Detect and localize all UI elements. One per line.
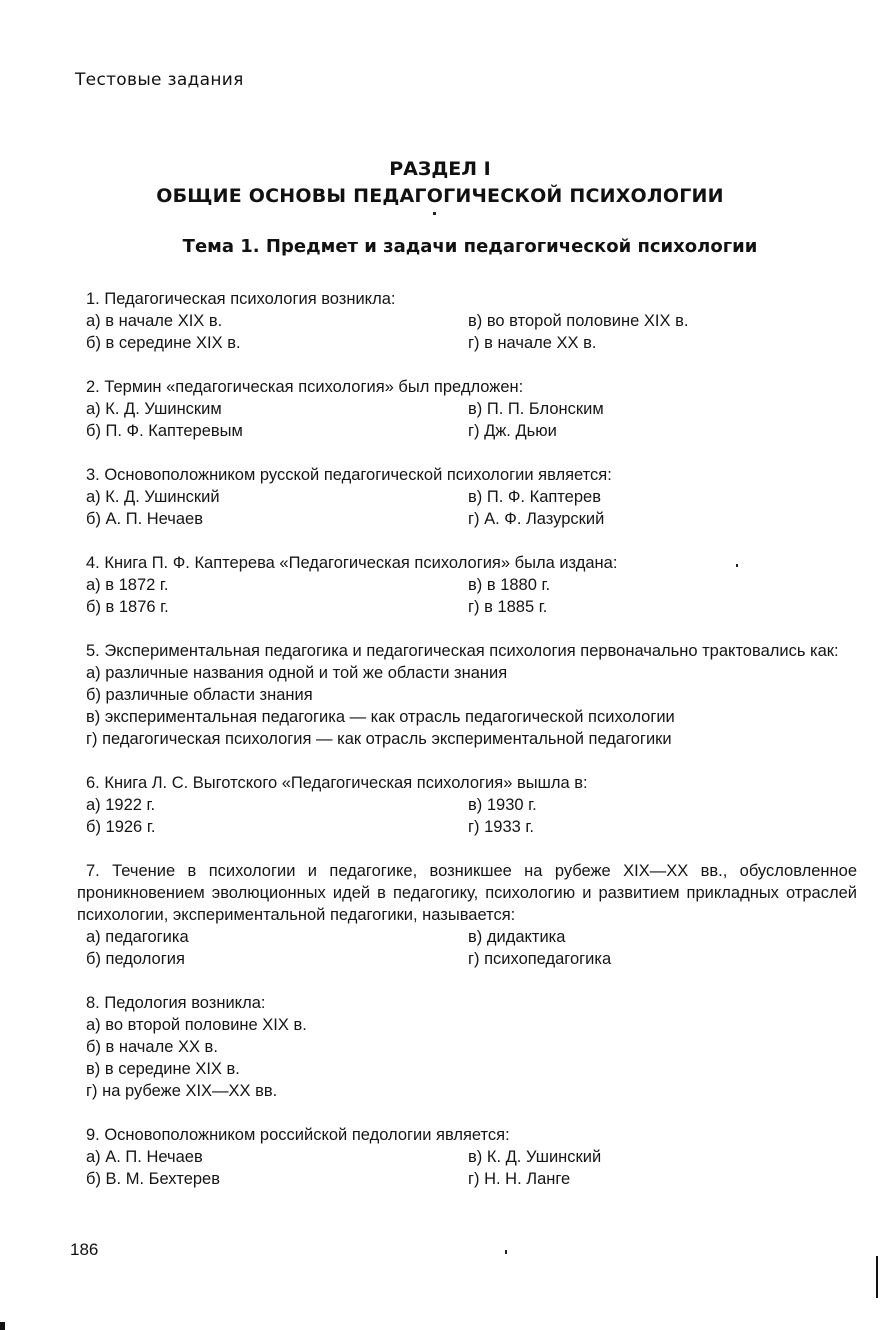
answer-option: в) экспериментальная педагогика — как отрасль педагогической психологии [86, 708, 675, 726]
answer-option: б) в 1876 г. [86, 598, 169, 616]
answer-options [77, 574, 857, 618]
questions-list [77, 288, 857, 1212]
answer-option: б) педология [86, 950, 185, 968]
question-text: 5. Экспериментальная педагогика и педагогическая психология первоначально трактовались как: [86, 642, 839, 660]
answer-option: в) П. П. Блонским [468, 400, 604, 418]
answer-option: в) во второй половине XIX в. [468, 312, 689, 330]
answer-options [77, 398, 857, 442]
question-1 [77, 288, 857, 354]
answer-option: а) педагогика [86, 928, 189, 946]
question-text: 2. Термин «педагогическая психология» был предложен: [86, 378, 524, 396]
answer-option: а) 1922 г. [86, 796, 156, 814]
answer-option: г) Н. Н. Ланге [468, 1170, 571, 1188]
answer-option: а) во второй половине XIX в. [86, 1016, 307, 1034]
answer-option: г) А. Ф. Лазурский [468, 510, 605, 528]
question-7 [77, 860, 857, 970]
answer-option: в) дидактика [468, 928, 566, 946]
question-6 [77, 772, 857, 838]
answer-option: г) на рубеже XIX—XX вв. [86, 1082, 278, 1100]
page-number: 186 [70, 1240, 99, 1259]
question-2 [77, 376, 857, 442]
answer-options [77, 1146, 857, 1190]
answer-options [77, 310, 857, 354]
answer-options [77, 794, 857, 838]
answer-option: б) в середине XIX в. [86, 334, 241, 352]
answer-option: г) в начале XX в. [468, 334, 597, 352]
question-text: 9. Основоположником российской педологии является: [86, 1126, 510, 1144]
answer-option: б) А. П. Нечаев [86, 510, 203, 528]
answer-options [77, 662, 857, 750]
question-text: 4. Книга П. Ф. Каптерева «Педагогическая психология» была издана: [86, 554, 618, 572]
answer-option: г) Дж. Дьюи [468, 422, 557, 440]
answer-option: г) педагогическая психология — как отрасль экспериментальной педагогики [86, 730, 672, 748]
answer-option: в) в 1880 г. [468, 576, 551, 594]
answer-option: г) психопедагогика [468, 950, 612, 968]
answer-option: а) различные названия одной и той же области знания [86, 664, 508, 682]
answer-option: в) в середине XIX в. [86, 1060, 240, 1078]
answer-option: а) К. Д. Ушинским [86, 400, 222, 418]
answer-option: а) в начале XIX в. [86, 312, 223, 330]
answer-options [77, 486, 857, 530]
question-text: 3. Основоположником русской педагогической психологии является: [86, 466, 612, 484]
answer-option: б) в начале XX в. [86, 1038, 218, 1056]
answer-options [77, 926, 857, 970]
answer-option: а) А. П. Нечаев [86, 1148, 203, 1166]
answer-option: в) П. Ф. Каптерев [468, 488, 601, 506]
print-speck [433, 212, 436, 215]
theme-title: Тема 1. Предмет и задачи педагогической психологии [182, 236, 758, 257]
question-9 [77, 1124, 857, 1190]
answer-option: б) 1926 г. [86, 818, 156, 836]
section-title: ОБЩИЕ ОСНОВЫ ПЕДАГОГИЧЕСКОЙ ПСИХОЛОГИИ [156, 185, 724, 207]
question-3 [77, 464, 857, 530]
question-text: 6. Книга Л. С. Выготского «Педагогическая психология» вышла в: [86, 774, 588, 792]
answer-option: б) В. М. Бехтерев [86, 1170, 220, 1188]
answer-option: г) в 1885 г. [468, 598, 548, 616]
answer-option: в) 1930 г. [468, 796, 537, 814]
question-4 [77, 552, 857, 618]
question-text: 1. Педагогическая психология возникла: [86, 290, 396, 308]
answer-option: б) различные области знания [86, 686, 313, 704]
answer-option: а) в 1872 г. [86, 576, 169, 594]
question-5 [77, 640, 857, 750]
running-head: Тестовые задания [75, 70, 244, 90]
scan-corner-mark [0, 1322, 5, 1330]
answer-option: в) К. Д. Ушинский [468, 1148, 602, 1166]
question-text: 7. Течение в психологии и педагогике, возникшее на рубеже XIX—XX вв., обусловленное проникновением эволюционных идей в педагогику, психологию и развитием прикладных отраслей психологии, экспериментальной педагогики, называется: [77, 862, 857, 924]
answer-option: б) П. Ф. Каптеревым [86, 422, 243, 440]
print-speck [505, 1250, 507, 1254]
answer-option: а) К. Д. Ушинский [86, 488, 220, 506]
answer-options [77, 1014, 857, 1102]
print-speck [736, 564, 738, 567]
scan-edge-mark [876, 1256, 878, 1298]
question-8 [77, 992, 857, 1102]
question-text: 8. Педология возникла: [86, 994, 266, 1012]
answer-option: г) 1933 г. [468, 818, 534, 836]
section-number: РАЗДЕЛ I [389, 158, 491, 180]
